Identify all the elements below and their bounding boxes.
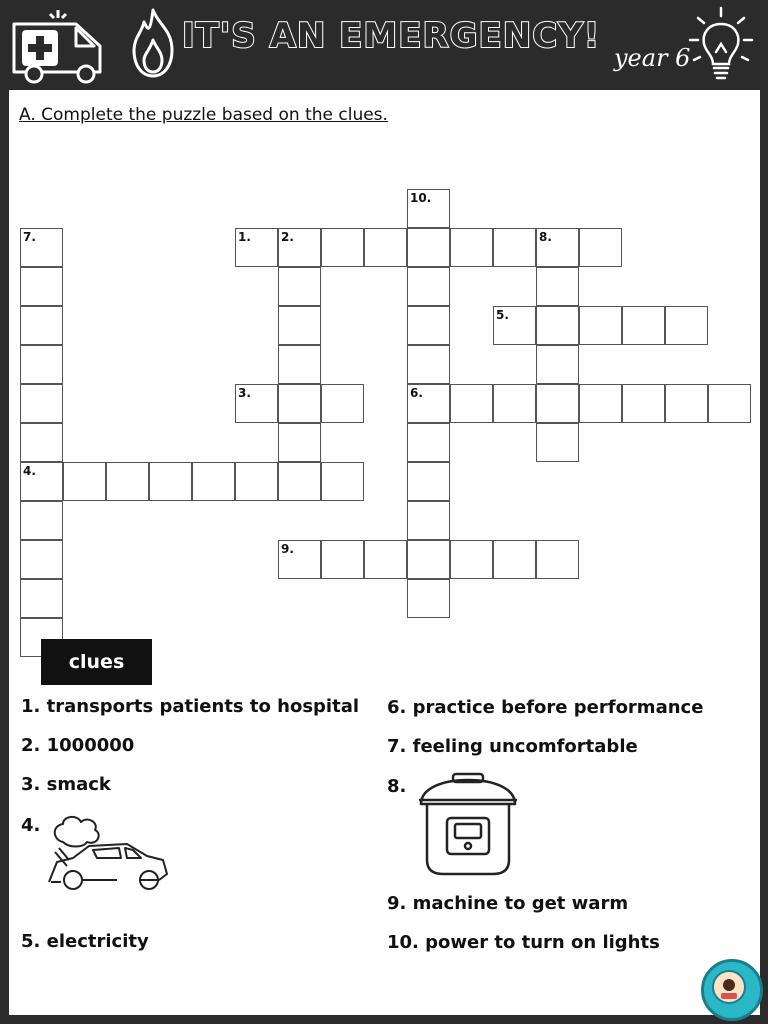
clue-2: 2. 1000000 [21, 735, 135, 756]
crossword-cell[interactable] [20, 540, 63, 579]
clue-10: 10. power to turn on lights [387, 932, 660, 953]
crossword-cell[interactable] [278, 267, 321, 306]
clue-number: 8. [539, 230, 552, 244]
page-title: IT'S AN EMERGENCY! [182, 16, 601, 56]
crossword-cell[interactable] [536, 267, 579, 306]
clue-9: 9. machine to get warm [387, 893, 629, 914]
crossword-cell[interactable] [579, 306, 622, 345]
crossword-cell[interactable] [579, 384, 622, 423]
crossword-cell[interactable] [321, 384, 364, 423]
crossword-cell[interactable] [20, 423, 63, 462]
crossword-cell[interactable] [622, 384, 665, 423]
crossword-cell[interactable] [106, 462, 149, 501]
crossword-cell[interactable] [278, 423, 321, 462]
crossword-cell[interactable] [364, 228, 407, 267]
crossword-cell[interactable] [192, 462, 235, 501]
crossword-cell[interactable] [20, 384, 63, 423]
crossword-cell[interactable] [278, 345, 321, 384]
crossword-cell[interactable] [407, 345, 450, 384]
clue-number: 10. [410, 191, 432, 205]
crossword-cell[interactable] [278, 384, 321, 423]
crossword-cell[interactable] [536, 306, 579, 345]
crossword-cell[interactable] [278, 306, 321, 345]
lightbulb-icon [686, 4, 756, 84]
clue-number: 1. [238, 230, 251, 244]
crossword-cell[interactable] [321, 228, 364, 267]
clue-number: 5. [496, 308, 509, 322]
crossword-cell[interactable] [407, 501, 450, 540]
clues-heading-label: clues [68, 651, 125, 673]
crossword-cell[interactable] [579, 228, 622, 267]
clue-number: 7. [23, 230, 36, 244]
crossword-cell[interactable] [278, 228, 321, 267]
crossword-cell[interactable] [20, 306, 63, 345]
crossword-cell[interactable] [407, 540, 450, 579]
clue-5: 5. electricity [21, 931, 149, 952]
crossword-cell[interactable] [450, 384, 493, 423]
crossword-cell[interactable] [20, 501, 63, 540]
crossword-cell[interactable] [536, 228, 579, 267]
crossword-cell[interactable] [407, 579, 450, 618]
clue-6: 6. practice before performance [387, 697, 704, 718]
clue-number: 9. [281, 542, 294, 556]
clues-heading [41, 639, 152, 685]
crossword-cell[interactable] [536, 423, 579, 462]
year-label: year 6 [614, 44, 691, 72]
car-crash-icon [43, 812, 173, 892]
clue-1: 1. transports patients to hospital [21, 696, 360, 717]
crossword-cell[interactable] [321, 540, 364, 579]
crossword-cell[interactable] [536, 345, 579, 384]
crossword-cell[interactable] [407, 189, 450, 228]
clue-number: 3. [238, 386, 251, 400]
crossword-cell[interactable] [235, 462, 278, 501]
crossword-cell[interactable] [278, 540, 321, 579]
crossword-cell[interactable] [665, 384, 708, 423]
ambulance-icon [8, 4, 118, 84]
crossword-cell[interactable] [708, 384, 751, 423]
crossword-cell[interactable] [20, 345, 63, 384]
clue-number: 6. [410, 386, 423, 400]
worksheet [9, 90, 760, 1015]
crossword-cell[interactable] [493, 540, 536, 579]
crossword-cell[interactable] [665, 306, 708, 345]
clue-7: 7. feeling uncomfortable [387, 736, 638, 757]
teacher-logo-icon [701, 959, 763, 1021]
crossword-cell[interactable] [493, 384, 536, 423]
crossword-cell[interactable] [493, 306, 536, 345]
clue-4: 4. [21, 815, 41, 836]
crossword-cell[interactable] [364, 540, 407, 579]
crossword-cell[interactable] [450, 228, 493, 267]
crossword-cell[interactable] [407, 267, 450, 306]
crossword-cell[interactable] [20, 579, 63, 618]
crossword-cell[interactable] [20, 228, 63, 267]
pressure-cooker-icon [413, 770, 523, 880]
crossword-cell[interactable] [622, 306, 665, 345]
clue-8: 8. [387, 776, 407, 797]
crossword-cell[interactable] [407, 423, 450, 462]
crossword-cell[interactable] [235, 228, 278, 267]
crossword-cell[interactable] [493, 228, 536, 267]
crossword-cell[interactable] [63, 462, 106, 501]
crossword-cell[interactable] [407, 462, 450, 501]
crossword-cell[interactable] [536, 540, 579, 579]
crossword-cell[interactable] [407, 228, 450, 267]
crossword-cell[interactable] [235, 384, 278, 423]
clue-number: 2. [281, 230, 294, 244]
crossword-cell[interactable] [407, 306, 450, 345]
crossword-cell[interactable] [321, 462, 364, 501]
crossword-cell[interactable] [278, 462, 321, 501]
crossword-cell[interactable] [536, 384, 579, 423]
crossword-cell[interactable] [20, 462, 63, 501]
page-header [0, 0, 768, 90]
crossword-cell[interactable] [149, 462, 192, 501]
crossword-cell[interactable] [450, 540, 493, 579]
fire-icon [128, 6, 178, 80]
crossword-cell[interactable] [20, 267, 63, 306]
crossword-cell[interactable] [407, 384, 450, 423]
instruction-text: A. Complete the puzzle based on the clues. [19, 105, 388, 125]
clue-3: 3. smack [21, 774, 111, 795]
clue-number: 4. [23, 464, 36, 478]
